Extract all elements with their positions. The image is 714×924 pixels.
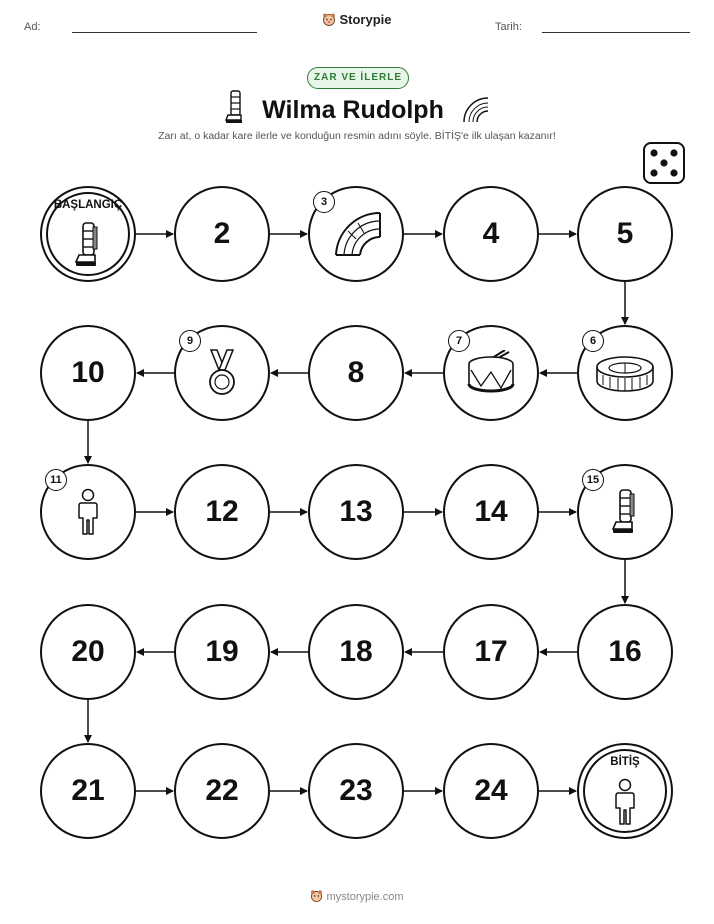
- board-square-22: [174, 743, 270, 839]
- board-square-19: [174, 604, 270, 700]
- brand-name: Storypie: [339, 12, 392, 27]
- instructions-text: Zarı at, o kadar kare ilerle ve konduğun resmin adını söyle. BİTİŞ'e ilk ulaşan kazanır!: [158, 130, 556, 142]
- track-icon: [328, 209, 384, 259]
- finish-label: BİTİŞ: [610, 756, 640, 768]
- board-square-24: [443, 743, 539, 839]
- name-label: Ad:: [24, 21, 41, 33]
- board-square-5: [577, 186, 673, 282]
- board-square-16: [577, 604, 673, 700]
- square-number-badge: 7: [448, 330, 470, 352]
- square-number-badge: 11: [45, 469, 67, 491]
- leg-brace-icon: [610, 488, 640, 536]
- stadium-icon: [594, 353, 656, 393]
- square-number: 4: [482, 217, 500, 250]
- board-square-20: [40, 604, 136, 700]
- board-square-21: [40, 743, 136, 839]
- square-number: 16: [608, 635, 642, 668]
- square-number: 10: [71, 356, 105, 389]
- square-number-badge: 9: [179, 330, 201, 352]
- board-square-4: [443, 186, 539, 282]
- square-number: 23: [339, 774, 373, 807]
- board-square-18: [308, 604, 404, 700]
- person-icon: [611, 778, 639, 826]
- square-number: 14: [474, 495, 508, 528]
- square-number-badge: 15: [582, 469, 604, 491]
- square-number: 19: [205, 635, 239, 668]
- square-number-badge: 3: [313, 191, 335, 213]
- board-square-8: [308, 325, 404, 421]
- square-number: 5: [616, 217, 634, 250]
- drum-icon: [463, 350, 519, 396]
- board-square-2: [174, 186, 270, 282]
- square-number: 24: [474, 774, 508, 807]
- square-number: 17: [474, 635, 508, 668]
- square-number-badge: 6: [582, 330, 604, 352]
- square-number: 2: [213, 217, 231, 250]
- start-label: BAŞLANGIÇ: [53, 199, 123, 211]
- person-icon: [74, 488, 102, 536]
- board-square-10: [40, 325, 136, 421]
- footer-bear-icon: [310, 889, 323, 906]
- footer: [0, 889, 714, 906]
- board-square-12: [174, 464, 270, 560]
- square-number: 22: [205, 774, 239, 807]
- medal-icon: [205, 348, 239, 398]
- activity-badge: ZAR VE İLERLE: [307, 67, 409, 89]
- square-number: 18: [339, 635, 373, 668]
- square-number: 8: [347, 356, 365, 389]
- board-square-14: [443, 464, 539, 560]
- date-label: Tarih:: [495, 21, 522, 33]
- board-square-13: [308, 464, 404, 560]
- board-square-17: [443, 604, 539, 700]
- square-number: 21: [71, 774, 105, 807]
- square-number: 12: [205, 495, 239, 528]
- leg-brace-icon: [73, 221, 103, 269]
- title-text: Wilma Rudolph: [262, 96, 444, 124]
- footer-url: mystorypie.com: [326, 891, 404, 903]
- board-square-23: [308, 743, 404, 839]
- square-number: 20: [71, 635, 105, 668]
- square-number: 13: [339, 495, 373, 528]
